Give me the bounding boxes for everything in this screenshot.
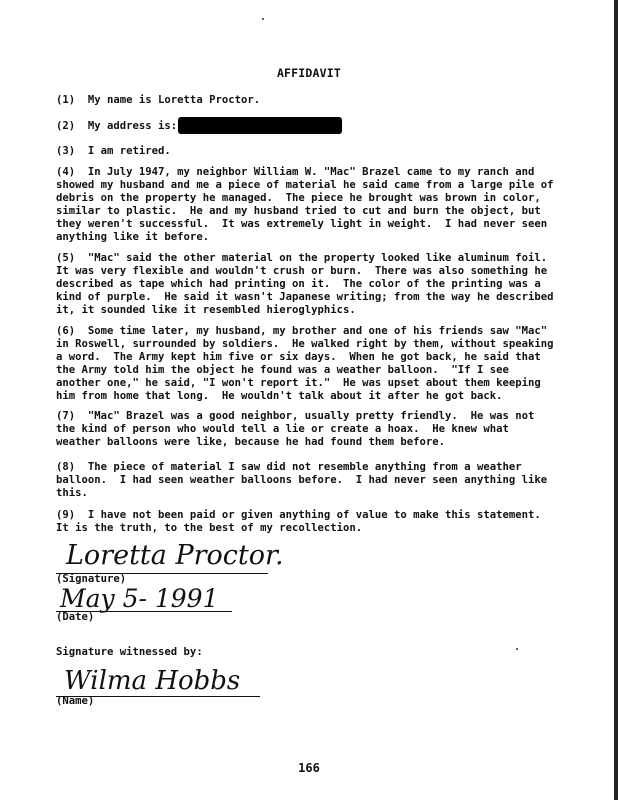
witness-label: Signature witnessed by: [56,646,203,658]
scan-speck [516,648,518,650]
document-title: AFFIDAVIT [276,66,342,80]
page-number: 166 [298,761,320,775]
paragraph-9: (9) I have not been paid or given anything of value to make this statement. It is the truth, to the best of my recollection. [56,509,541,535]
paragraph-1: (1) My name is Loretta Proctor. [56,94,261,106]
handwritten-signature: Loretta Proctor. [66,540,284,571]
paragraph-3: (3) I am retired. [56,145,171,157]
scan-speck [262,18,264,20]
handwritten-date: May 5- 1991 [60,584,219,613]
paragraph-7: (7) "Mac" Brazel was a good neighbor, usually pretty friendly. He was not the kind of person who would tell a lie or create a hoax. He knew what weather balloons were like, because he had found them before. [56,410,535,449]
paragraph-5: (5) "Mac" said the other material on the property looked like aluminum foil. It was very flexible and wouldn't crush or burn. There was also something he described as tape which had printing on it. The color of the printing was a kind of purple. He said it wasn't Japanese writing; from the way he described it, it sounded like it resembled hieroglyphics. [56,252,554,317]
witness-caption: (Name) [56,695,95,707]
paragraph-8: (8) The piece of material I saw did not resemble anything from a weather balloon. I had seen weather balloons before. I had never seen anything like this. [56,461,548,500]
paragraph-4: (4) In July 1947, my neighbor William W. "Mac" Brazel came to my ranch and showed my husband and me a piece of material he said came from a large pile of debris on the property he managed. The piece he brought was brown in color, similar to plastic. He and my husband tried to cut and burn the object, but they weren't successful. It was extremely light in weight. I had never seen anything like it before. [56,166,554,244]
redacted-address [178,117,342,134]
paragraph-2: (2) My address is: [56,120,178,132]
scan-edge [614,0,618,800]
signature-caption: (Signature) [56,573,127,585]
date-caption: (Date) [56,611,95,623]
witness-signature: Wilma Hobbs [64,666,241,696]
paragraph-6: (6) Some time later, my husband, my brother and one of his friends saw "Mac" in Roswell, surrounded by soldiers. He walked right by them, without speaking a word. The Army kept him five or six days. When he got back, he said that the Army told him the object he found was a weather balloon. "If I see another one," he said, "I won't report it." He was upset about them keeping him from home that long. He wouldn't talk about it after he got back. [56,325,554,403]
